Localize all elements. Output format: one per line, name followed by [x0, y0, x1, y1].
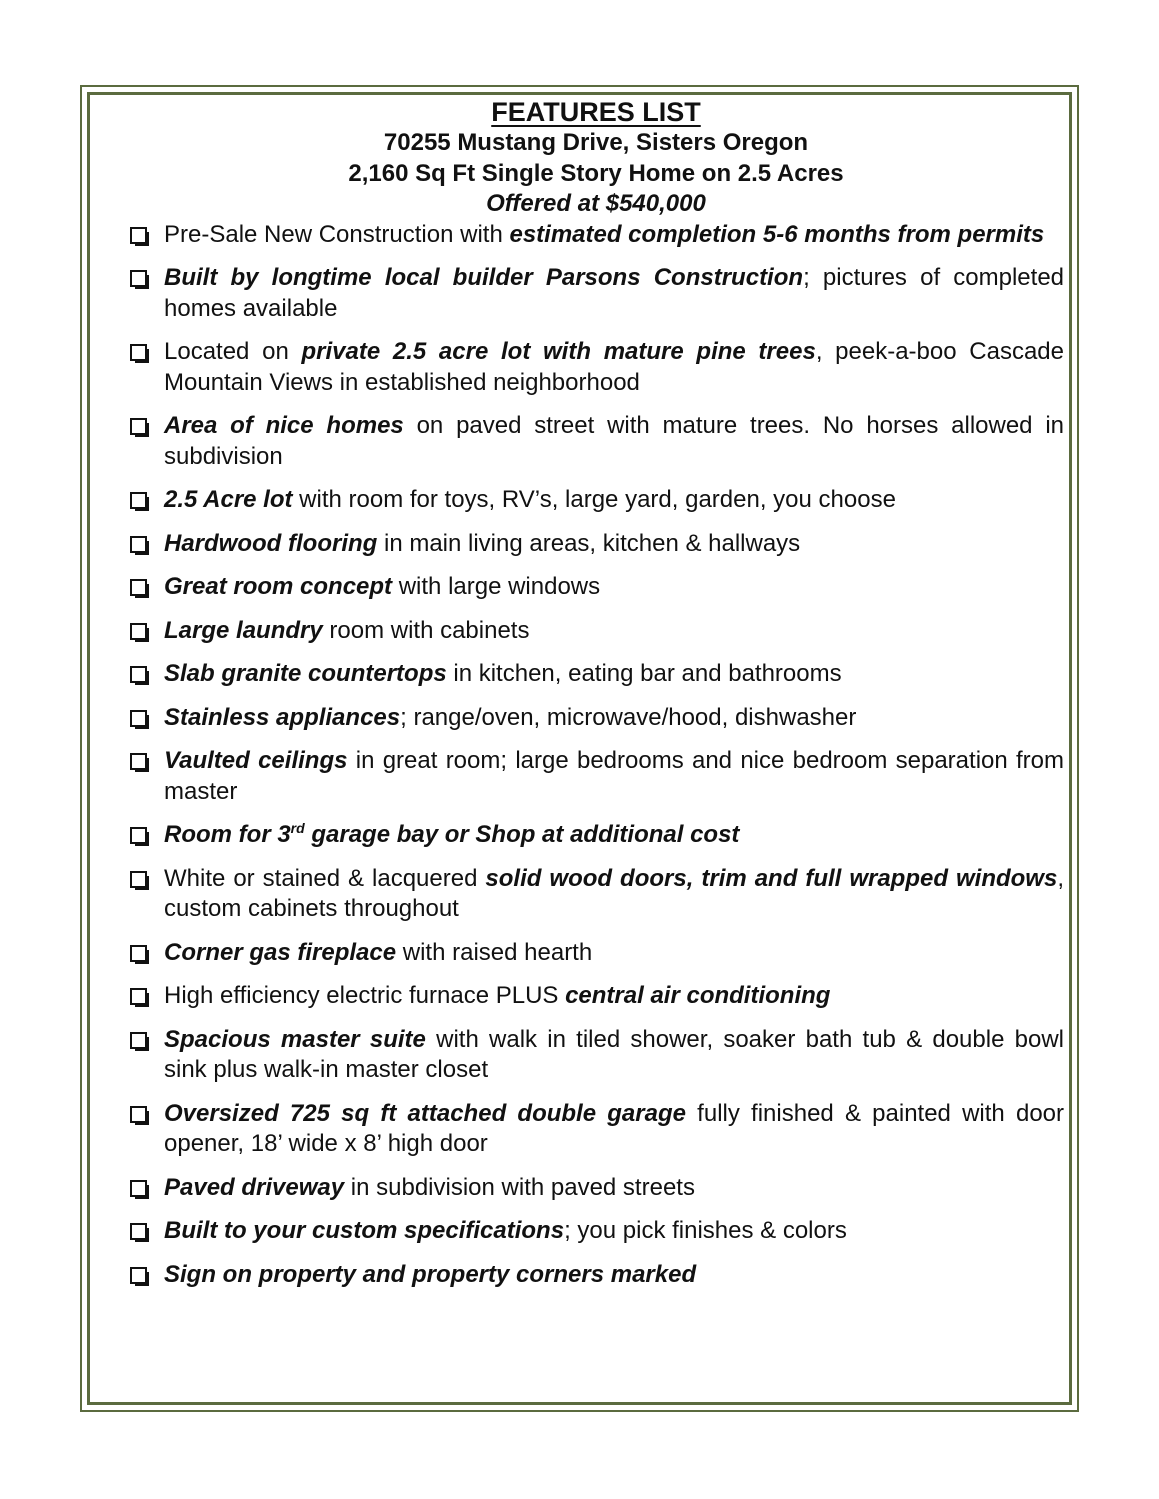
checkbox-icon [130, 270, 147, 287]
list-item: White or stained & lacquered solid wood doors, trim and full wrapped windows, custom cabinets throughout [128, 864, 1064, 925]
checkbox-icon [130, 1032, 147, 1049]
checkbox-icon [130, 988, 147, 1005]
list-item: Corner gas fireplace with raised hearth [128, 938, 1064, 969]
checkbox-icon [130, 871, 147, 888]
checkbox-icon [130, 1223, 147, 1240]
list-item: Built to your custom specifications; you pick finishes & colors [128, 1216, 1064, 1247]
checkbox-icon [130, 1180, 147, 1197]
checkbox-icon [130, 418, 147, 435]
checkbox-icon [130, 710, 147, 727]
list-item: Room for 3rd garage bay or Shop at additional cost [128, 820, 1064, 851]
list-item: 2.5 Acre lot with room for toys, RV’s, large yard, garden, you choose [128, 485, 1064, 516]
features-document [128, 96, 1064, 1303]
list-item: Great room concept with large windows [128, 572, 1064, 603]
checkbox-icon [130, 579, 147, 596]
checkbox-icon [130, 344, 147, 361]
checkbox-icon [130, 1106, 147, 1123]
property-address: 70255 Mustang Drive, Sisters Oregon [383, 129, 809, 156]
checkbox-icon [130, 666, 147, 683]
checkbox-icon [130, 227, 147, 244]
document-title: FEATURES LIST [491, 97, 701, 127]
checkbox-icon [130, 827, 147, 844]
list-item: Area of nice homes on paved street with mature trees. No horses allowed in subdivision [128, 411, 1064, 472]
checkbox-icon [130, 945, 147, 962]
list-item: Built by longtime local builder Parsons Construction; pictures of completed homes available [128, 263, 1064, 324]
checkbox-icon [130, 1267, 147, 1284]
list-item: High efficiency electric furnace PLUS central air conditioning [128, 981, 1064, 1012]
checkbox-icon [130, 623, 147, 640]
list-item: Oversized 725 sq ft attached double garage fully finished & painted with door opener, 18’ wide x 8’ high door [128, 1099, 1064, 1160]
list-item: Vaulted ceilings in great room; large bedrooms and nice bedroom separation from master [128, 746, 1064, 807]
offer-price: Offered at $540,000 [486, 190, 706, 217]
list-item: Paved driveway in subdivision with paved streets [128, 1173, 1064, 1204]
list-item: Large laundry room with cabinets [128, 616, 1064, 647]
list-item: Spacious master suite with walk in tiled shower, soaker bath tub & double bowl sink plus walk-in master closet [128, 1025, 1064, 1086]
list-item: Located on private 2.5 acre lot with mature pine trees, peek-a-boo Cascade Mountain Views in established neighborhood [128, 337, 1064, 398]
list-item: Hardwood flooring in main living areas, kitchen & hallways [128, 529, 1064, 560]
checkbox-icon [130, 753, 147, 770]
list-item: Pre-Sale New Construction with estimated completion 5-6 months from permits [128, 220, 1064, 251]
property-summary: 2,160 Sq Ft Single Story Home on 2.5 Acres [348, 159, 844, 187]
features-list [128, 220, 1064, 1291]
list-item: Sign on property and property corners marked [128, 1260, 1064, 1291]
checkbox-icon [130, 492, 147, 509]
list-item: Slab granite countertops in kitchen, eating bar and bathrooms [128, 659, 1064, 690]
checkbox-icon [130, 536, 147, 553]
list-item: Stainless appliances; range/oven, microwave/hood, dishwasher [128, 703, 1064, 734]
